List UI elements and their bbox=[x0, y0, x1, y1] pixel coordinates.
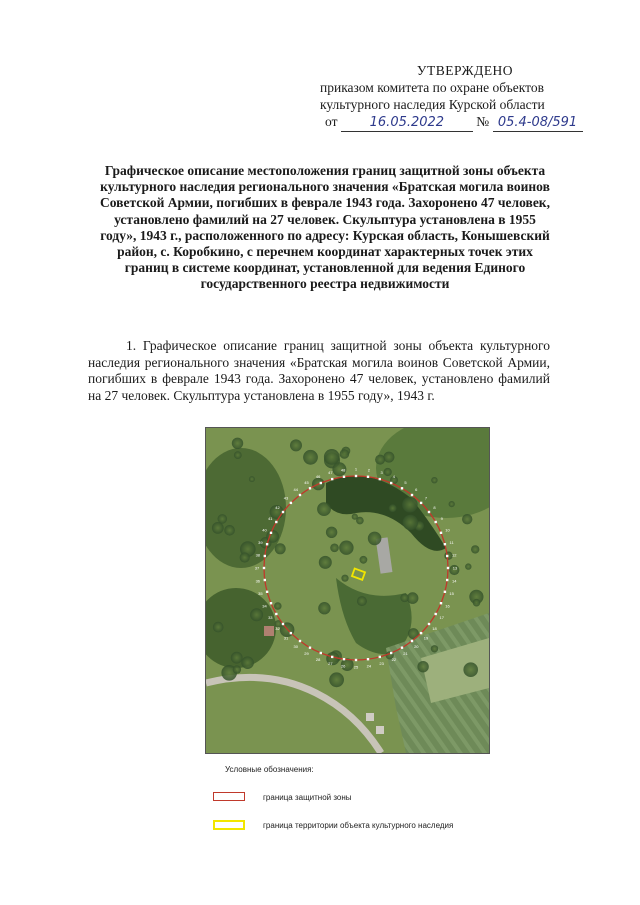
legend-title: Условные обозначения: bbox=[225, 765, 314, 774]
boundary-point bbox=[379, 478, 381, 480]
house bbox=[264, 626, 274, 636]
tree bbox=[330, 544, 339, 553]
boundary-point bbox=[355, 475, 357, 477]
boundary-point bbox=[447, 567, 449, 569]
boundary-point bbox=[390, 652, 392, 654]
tree bbox=[249, 476, 255, 482]
tree bbox=[465, 563, 471, 569]
tree bbox=[303, 450, 318, 465]
tree bbox=[352, 514, 358, 520]
tree bbox=[375, 455, 385, 465]
boundary-point bbox=[411, 494, 413, 496]
boundary-point-label: 38 bbox=[255, 552, 261, 558]
boundary-point bbox=[435, 521, 437, 523]
approval-date-line bbox=[300, 113, 600, 132]
tree bbox=[383, 452, 394, 463]
boundary-point-label: 45 bbox=[304, 479, 309, 485]
boundary-point-label: 31 bbox=[283, 635, 289, 641]
tree bbox=[360, 556, 368, 564]
boundary-point-label: 42 bbox=[275, 505, 280, 511]
boundary-point-label: 34 bbox=[262, 603, 267, 609]
boundary-point-label: 43 bbox=[283, 495, 289, 501]
boundary-point-label: 39 bbox=[258, 539, 263, 545]
boundary-point-label: 15 bbox=[449, 591, 454, 597]
boundary-point-label: 33 bbox=[268, 615, 273, 620]
document-title: Графическое описание местоположения границ защитной зоны объекта культурного наследия регионального значения «Братская могила воинов Советской Армии, погибших в феврале 1943 года. Захоронено 47 человек, установлено фамилий на 27 человек. Скульптура установлена в 1955 году», 1943 г., расположенного по адресу: Курская область, Конышевский район, с. Коробкино, с перечнем координат характерных точек этих границ в системе координат, установленной для ведения Единого государственного реестра недвижимости bbox=[100, 163, 550, 292]
tree bbox=[319, 556, 332, 569]
boundary-point bbox=[331, 656, 333, 658]
boundary-point-label: 22 bbox=[391, 657, 397, 662]
boundary-point bbox=[331, 478, 333, 480]
house-south-1 bbox=[366, 713, 374, 721]
order-date: 16.05.2022 bbox=[341, 114, 473, 132]
boundary-point bbox=[401, 647, 403, 649]
boundary-point bbox=[282, 623, 284, 625]
boundary-point bbox=[446, 555, 448, 557]
tree bbox=[402, 497, 418, 513]
tree bbox=[431, 645, 438, 652]
map-graphic bbox=[206, 428, 489, 753]
boundary-point-label: 41 bbox=[268, 516, 273, 521]
tree bbox=[339, 541, 353, 555]
tree bbox=[403, 515, 418, 530]
boundary-point bbox=[299, 494, 301, 496]
boundary-point-label: 25 bbox=[353, 664, 359, 670]
tree bbox=[234, 451, 242, 459]
tree bbox=[326, 527, 337, 538]
boundary-point bbox=[299, 640, 301, 642]
order-number: 05.4-08/591 bbox=[493, 114, 583, 132]
boundary-point bbox=[270, 532, 272, 534]
boundary-point-label: 12 bbox=[451, 552, 457, 558]
section-paragraph: 1. Графическое описание границ защитной зоны объекта культурного наследия регионального значения «Братская могила воинов Советской Армии, погибших в феврале 1943 года. Захоронено 47 человек, установлено фамилий на 27 человек. Скульптура установлена в 1955 году», 1943 г. bbox=[88, 338, 550, 403]
tree bbox=[318, 602, 330, 614]
boundary-point-label: 47 bbox=[328, 469, 333, 475]
tree bbox=[224, 525, 235, 536]
boundary-point bbox=[275, 613, 277, 615]
boundary-point-label: 36 bbox=[255, 578, 261, 584]
boundary-point-label: 4 bbox=[392, 474, 396, 479]
boundary-point-label: 24 bbox=[366, 663, 372, 669]
boundary-point-label: 3 bbox=[380, 469, 383, 475]
boundary-point-label: 44 bbox=[293, 487, 298, 492]
boundary-point-label: 18 bbox=[432, 625, 437, 631]
boundary-point-label: 26 bbox=[340, 663, 346, 669]
tree bbox=[341, 575, 348, 582]
boundary-point bbox=[379, 656, 381, 658]
tree bbox=[240, 552, 250, 562]
boundary-point bbox=[309, 487, 311, 489]
boundary-point bbox=[343, 658, 345, 660]
boundary-point-label: 28 bbox=[315, 657, 321, 662]
tree bbox=[462, 514, 472, 524]
boundary-point bbox=[266, 543, 268, 545]
boundary-point bbox=[290, 502, 292, 504]
tree bbox=[212, 522, 224, 534]
boundary-point bbox=[263, 567, 265, 569]
boundary-point bbox=[290, 632, 292, 634]
boundary-point-label: 20 bbox=[414, 644, 419, 649]
boundary-point bbox=[390, 482, 392, 484]
boundary-point-label: 46 bbox=[315, 474, 321, 479]
legend-swatch-yellow bbox=[213, 820, 245, 830]
boundary-point bbox=[270, 602, 272, 604]
from-label: от bbox=[325, 114, 338, 129]
tree bbox=[357, 596, 367, 606]
boundary-point-label: 7 bbox=[424, 495, 428, 501]
boundary-point-label: 48 bbox=[340, 467, 346, 473]
boundary-point-label: 16 bbox=[445, 603, 450, 609]
tree bbox=[275, 543, 286, 554]
boundary-point bbox=[440, 602, 442, 604]
tree bbox=[324, 449, 340, 465]
tree bbox=[473, 599, 481, 607]
tree bbox=[384, 468, 392, 476]
approval-line-1: приказом комитета по охране объектов bbox=[320, 80, 544, 95]
tree bbox=[463, 662, 478, 677]
legend-swatch-red bbox=[213, 792, 245, 801]
boundary-point bbox=[411, 640, 413, 642]
boundary-point bbox=[355, 659, 357, 661]
boundary-point-label: 32 bbox=[275, 625, 280, 631]
boundary-point bbox=[420, 632, 422, 634]
boundary-point-label: 17 bbox=[439, 615, 444, 620]
tree bbox=[250, 608, 263, 621]
boundary-point-label: 10 bbox=[445, 527, 450, 533]
boundary-point-label: 40 bbox=[262, 527, 267, 533]
boundary-point bbox=[264, 555, 266, 557]
boundary-point-label: 6 bbox=[415, 487, 418, 492]
boundary-point-label: 1 bbox=[354, 466, 358, 472]
boundary-point-label: 35 bbox=[258, 591, 263, 597]
boundary-point bbox=[440, 532, 442, 534]
boundary-point bbox=[309, 647, 311, 649]
boundary-point bbox=[446, 579, 448, 581]
aerial-map bbox=[205, 427, 490, 754]
boundary-point bbox=[444, 591, 446, 593]
tree bbox=[290, 439, 302, 451]
tree bbox=[233, 665, 241, 673]
boundary-point bbox=[282, 511, 284, 513]
approval-stamp: УТВЕРЖДЕНО bbox=[416, 63, 514, 78]
boundary-point bbox=[320, 652, 322, 654]
boundary-point-label: 8 bbox=[433, 505, 436, 511]
tree bbox=[317, 502, 331, 516]
tree bbox=[213, 622, 224, 633]
boundary-point-label: 21 bbox=[403, 651, 408, 657]
boundary-point-label: 9 bbox=[440, 516, 443, 521]
boundary-point-label: 13 bbox=[452, 565, 458, 571]
boundary-point-label: 19 bbox=[423, 635, 429, 641]
boundary-point bbox=[264, 579, 266, 581]
boundary-point-label: 27 bbox=[328, 661, 333, 667]
tree bbox=[274, 602, 282, 610]
tree bbox=[232, 438, 243, 449]
tree bbox=[417, 661, 428, 672]
boundary-point bbox=[367, 658, 369, 660]
boundary-point bbox=[428, 511, 430, 513]
tree bbox=[368, 532, 382, 546]
legend-label-heritage-territory: граница территории объекта культурного наследия bbox=[263, 821, 454, 830]
number-label: № bbox=[476, 114, 490, 129]
tree bbox=[329, 672, 344, 687]
tree bbox=[431, 477, 437, 483]
tree bbox=[241, 656, 254, 669]
boundary-point bbox=[444, 543, 446, 545]
tree bbox=[231, 652, 243, 664]
tree bbox=[471, 545, 479, 553]
boundary-point-label: 23 bbox=[379, 661, 384, 667]
boundary-point bbox=[266, 591, 268, 593]
boundary-point bbox=[275, 521, 277, 523]
boundary-point-label: 2 bbox=[367, 467, 371, 473]
tree bbox=[400, 594, 409, 603]
tree bbox=[389, 504, 397, 512]
boundary-point bbox=[435, 613, 437, 615]
boundary-point-label: 30 bbox=[293, 644, 298, 649]
tree bbox=[449, 501, 455, 507]
boundary-point bbox=[320, 482, 322, 484]
boundary-point bbox=[428, 623, 430, 625]
approval-line-2: культурного наследия Курской области bbox=[320, 97, 545, 112]
tree bbox=[340, 449, 350, 459]
boundary-point-label: 14 bbox=[451, 578, 457, 584]
approval-block bbox=[300, 62, 600, 132]
boundary-point-label: 29 bbox=[304, 651, 309, 657]
boundary-point-label: 11 bbox=[449, 539, 454, 545]
boundary-point-label: 37 bbox=[254, 565, 260, 571]
boundary-point-label: 5 bbox=[404, 479, 407, 485]
legend-label-protective-zone: граница защитной зоны bbox=[263, 793, 352, 802]
boundary-point bbox=[401, 487, 403, 489]
house-south-2 bbox=[376, 726, 384, 734]
boundary-point bbox=[367, 476, 369, 478]
boundary-point bbox=[420, 502, 422, 504]
boundary-point bbox=[343, 476, 345, 478]
